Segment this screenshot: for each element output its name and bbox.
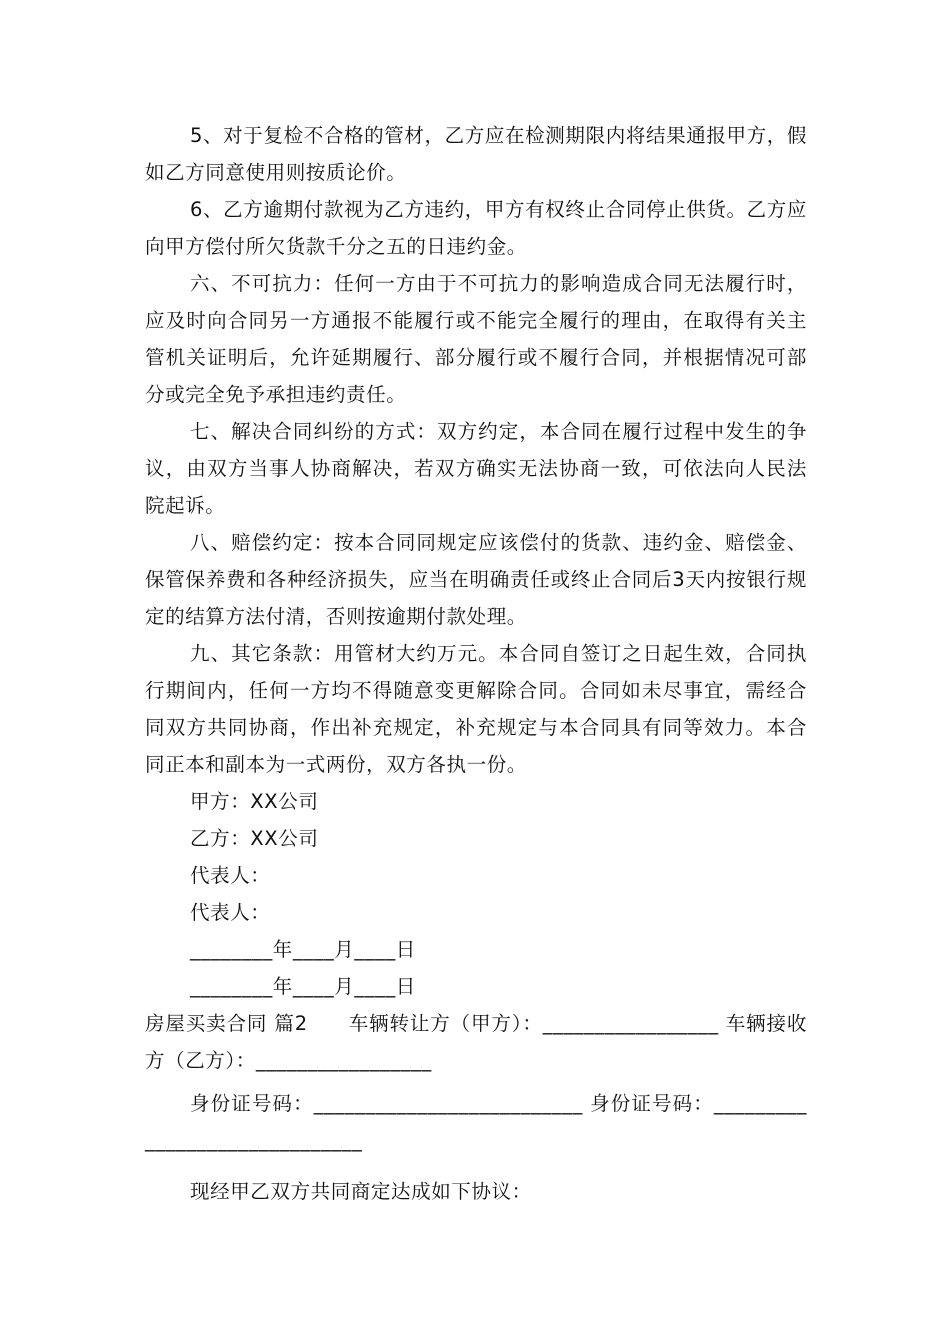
agreement-intro: 现经甲乙双方共同商定达成如下协议：	[190, 1180, 532, 1203]
representative-1: 代表人：	[190, 864, 271, 887]
clause-5: 5、对于复检不合格的管材，乙方应在检测期限内将结果通报甲方，假如乙方同意使用则按质论价。	[145, 124, 807, 184]
section-2-heading: 房屋买卖合同 篇2 车辆转让方（甲方）：_________________ 车辆接收方（乙方）：_________________	[145, 1012, 807, 1072]
clause-force-majeure: 六、不可抗力：任何一方由于不可抗力的影响造成合同无法履行时，应及时向合同另一方通报不能履行或不能完全履行的理由，在取得有关主管机关证明后，允许延期履行、部分履行或不履行合同，并根据情况可部分或完全免予承担违约责任。	[145, 272, 807, 406]
date-line-1: ________年____月____日	[190, 938, 416, 961]
clause-dispute-resolution: 七、解决合同纠纷的方式：双方约定，本合同在履行过程中发生的争议，由双方当事人协商解决，若双方确实无法协商一致，可依法向人民法院起诉。	[145, 420, 807, 517]
party-b-signature: 乙方：XX公司	[190, 827, 319, 850]
document-body	[145, 117, 807, 1210]
id-number-line: 身份证号码：__________________________ 身份证号码：______________________________	[145, 1092, 807, 1152]
representative-2: 代表人：	[190, 901, 271, 924]
clause-other-terms: 九、其它条款：用管材大约万元。本合同自签订之日起生效，合同执行期间内，任何一方均不得随意变更解除合同。合同如未尽事宜，需经合同双方共同协商，作出补充规定，补充规定与本合同具有同等效力。本合同正本和副本为一式两份，双方各执一份。	[145, 642, 807, 776]
clause-compensation: 八、赔偿约定：按本合同同规定应该偿付的货款、违约金、赔偿金、保管保养费和各种经济损失，应当在明确责任或终止合同后3天内按银行规定的结算方法付清，否则按逾期付款处理。	[145, 531, 807, 628]
party-a-signature: 甲方：XX公司	[190, 790, 319, 813]
clause-6: 6、乙方逾期付款视为乙方违约，甲方有权终止合同停止供货。乙方应向甲方偿付所欠货款千分之五的日违约金。	[145, 198, 807, 258]
date-line-2: ________年____月____日	[190, 975, 416, 998]
